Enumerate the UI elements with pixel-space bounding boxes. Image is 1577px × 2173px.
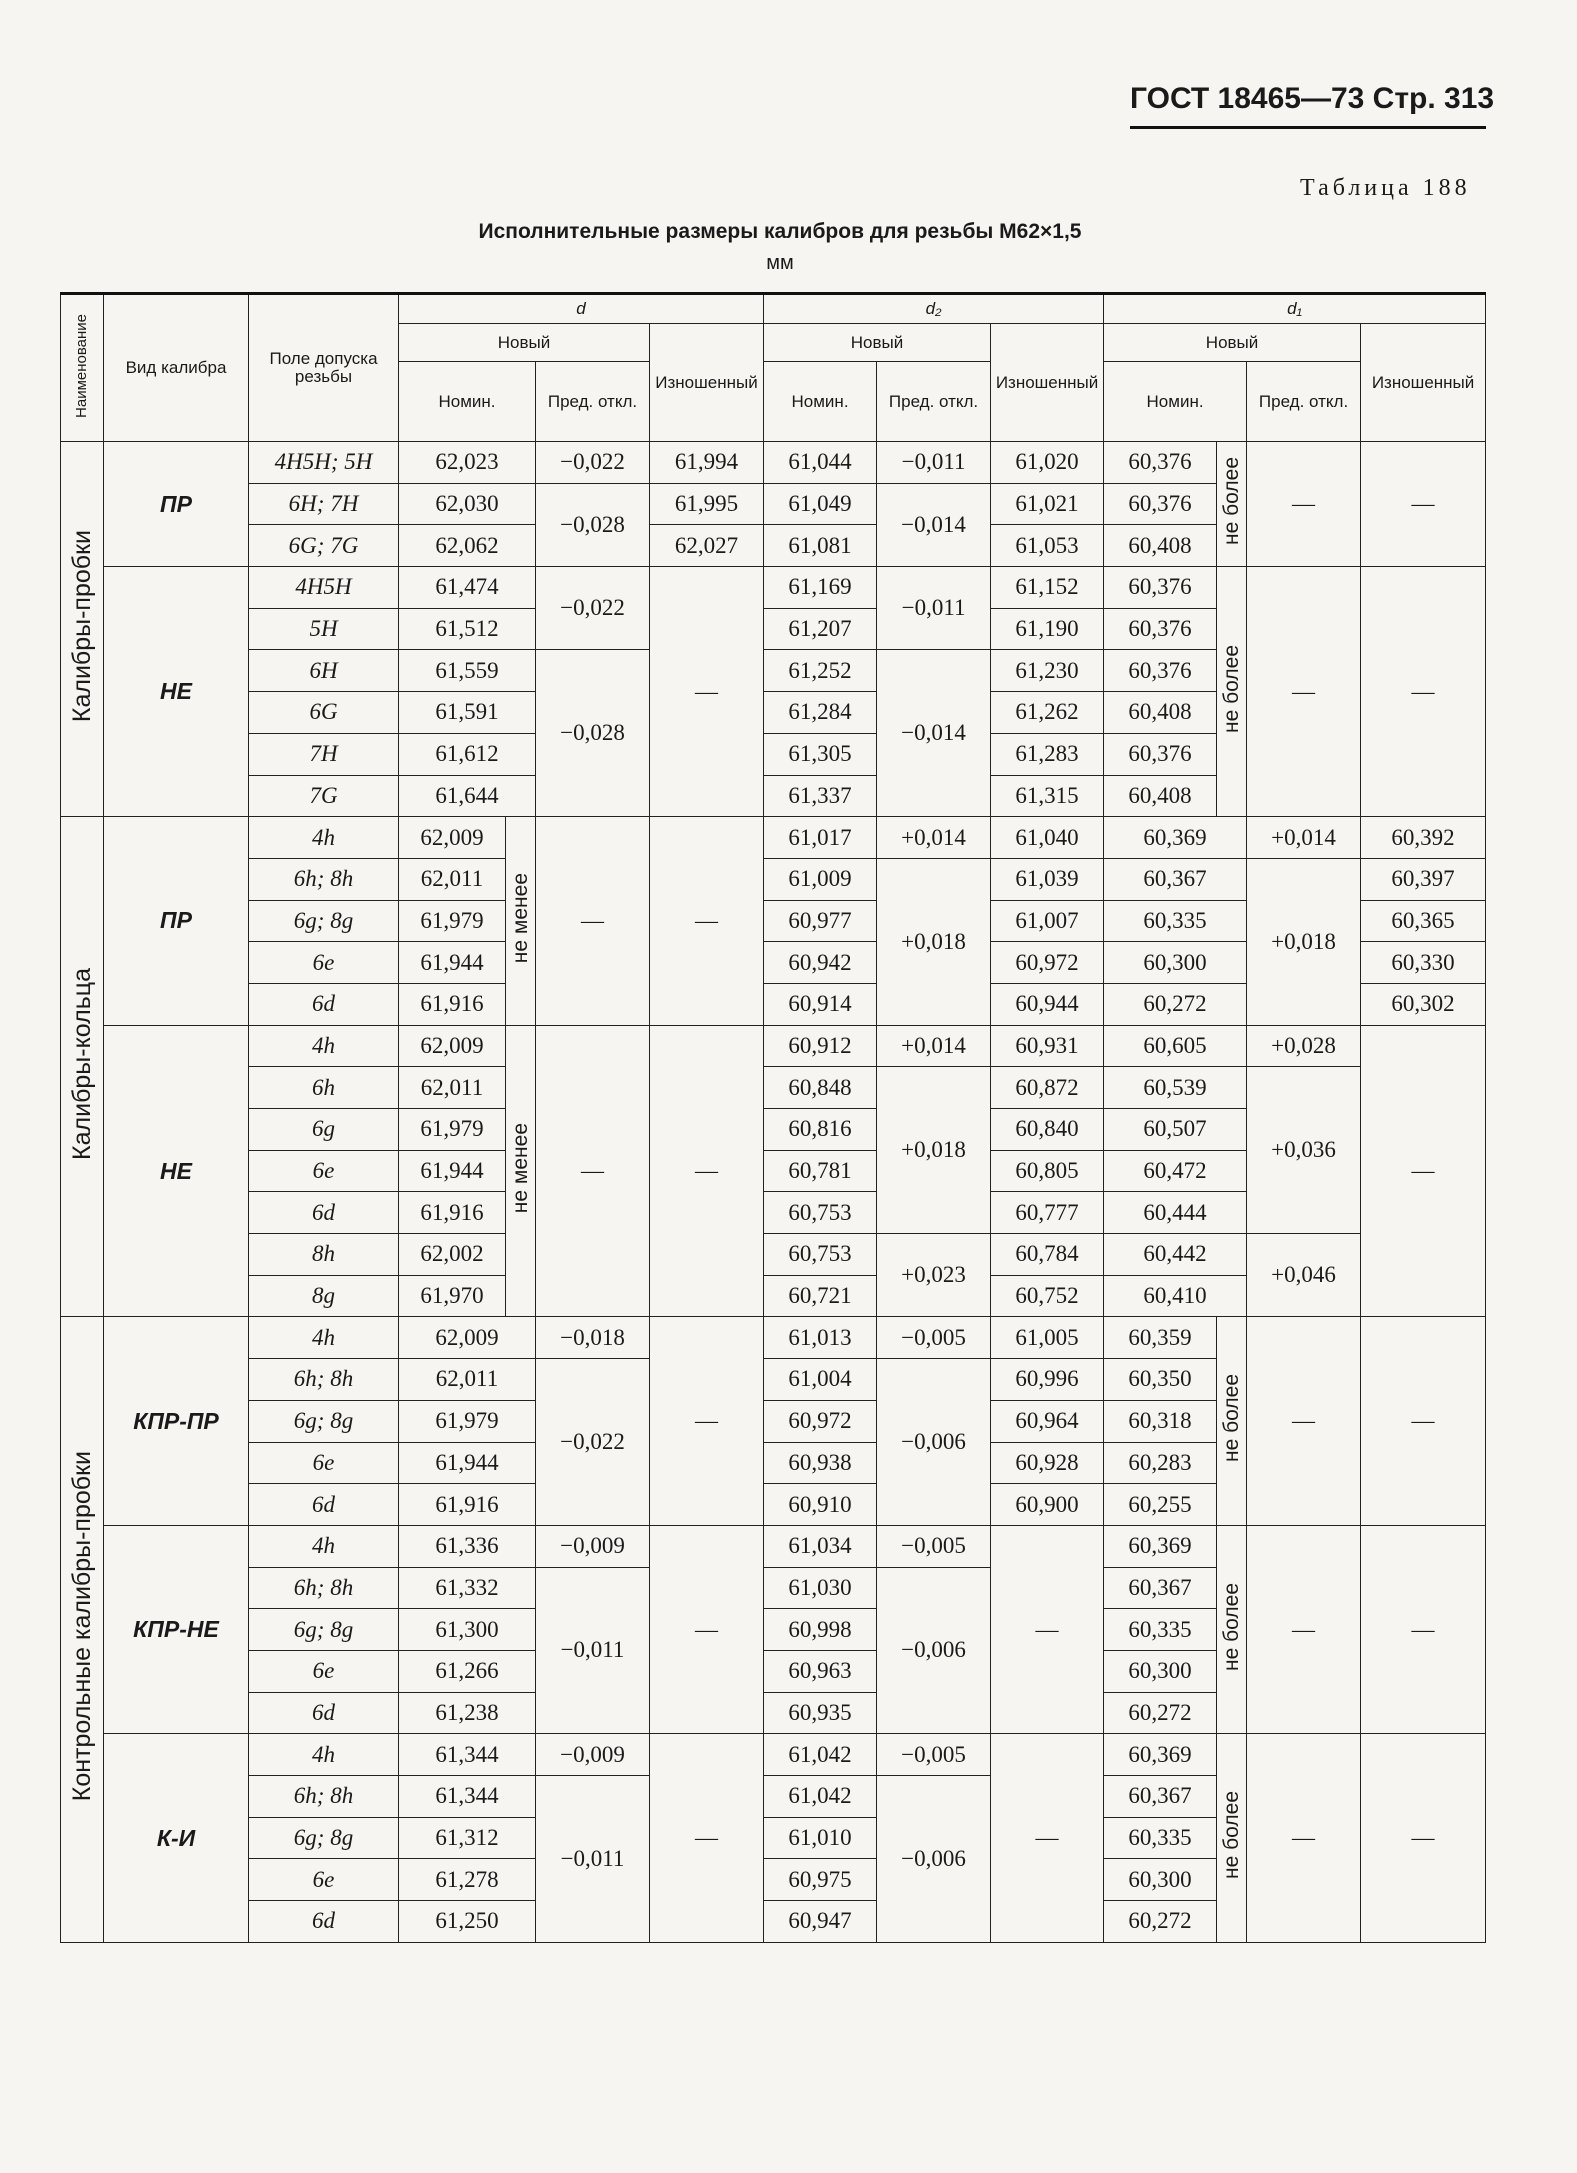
d-nominal: 61,916 [399, 1484, 536, 1526]
d-deviation: −0,028 [536, 650, 650, 817]
d1-worn: — [1361, 567, 1486, 817]
d2-worn: 60,964 [991, 1400, 1104, 1442]
d1-nominal: 60,376 [1104, 483, 1217, 525]
d2-deviation: −0,005 [877, 1525, 991, 1567]
d-nominal: 61,944 [399, 1442, 536, 1484]
d1-nominal: 60,408 [1104, 525, 1217, 567]
d2-nominal: 61,030 [764, 1567, 877, 1609]
tolerance-field: 6g [249, 1109, 399, 1151]
d1-nominal: 60,408 [1104, 775, 1217, 817]
d2-nominal: 60,721 [764, 1275, 877, 1317]
col-d2: d₂ [764, 294, 1104, 324]
d-nominal: 61,916 [399, 983, 506, 1025]
d-nominal: 62,062 [399, 525, 536, 567]
group-name: Контрольные калибры-пробки [61, 1317, 104, 1942]
d1-deviation: — [1247, 1734, 1361, 1942]
d1-nominal: 60,367 [1104, 1567, 1217, 1609]
d2-nominal: 60,935 [764, 1692, 877, 1734]
d1-nominal: 60,350 [1104, 1359, 1217, 1401]
d2-nominal: 60,816 [764, 1109, 877, 1151]
d2-worn: 61,190 [991, 608, 1104, 650]
tolerance-field: 4h [249, 1025, 399, 1067]
d1-nominal: 60,442 [1104, 1234, 1247, 1276]
d2-worn: 60,805 [991, 1150, 1104, 1192]
calibre-kind: ПР [104, 817, 249, 1025]
d1-nominal: 60,369 [1104, 1734, 1217, 1776]
d-worn: — [650, 817, 764, 1025]
d1-worn: 60,330 [1361, 942, 1486, 984]
calibre-kind: К-И [104, 1734, 249, 1942]
d-nominal: 62,002 [399, 1234, 506, 1276]
d1-nominal: 60,335 [1104, 900, 1247, 942]
col-d-nom: Номин. [399, 362, 536, 442]
d-nominal: 61,278 [399, 1859, 536, 1901]
d2-worn: 61,053 [991, 525, 1104, 567]
d2-worn: 60,996 [991, 1359, 1104, 1401]
tolerance-field: 6g; 8g [249, 900, 399, 942]
not-more-note: не более [1217, 442, 1247, 567]
d1-worn: — [1361, 1734, 1486, 1942]
d2-deviation: −0,011 [877, 442, 991, 484]
d2-deviation: +0,014 [877, 817, 991, 859]
table-row [61, 1025, 1486, 1067]
d-nominal: 62,011 [399, 1067, 506, 1109]
d2-nominal: 61,004 [764, 1359, 877, 1401]
d-nominal: 61,238 [399, 1692, 536, 1734]
d-nominal: 61,336 [399, 1525, 536, 1567]
tolerance-field: 4h [249, 817, 399, 859]
d1-nominal: 60,369 [1104, 817, 1247, 859]
d2-deviation: +0,023 [877, 1234, 991, 1317]
header-rule [1130, 126, 1486, 129]
d2-nominal: 60,848 [764, 1067, 877, 1109]
d2-nominal: 60,753 [764, 1192, 877, 1234]
col-d1-izn: Изношенный [1361, 324, 1486, 442]
d-nominal: 61,300 [399, 1609, 536, 1651]
d2-nominal: 61,081 [764, 525, 877, 567]
d2-worn: 61,020 [991, 442, 1104, 484]
d1-deviation: +0,036 [1247, 1067, 1361, 1234]
d2-nominal: 61,010 [764, 1817, 877, 1859]
d1-nominal: 60,300 [1104, 942, 1247, 984]
tolerance-field: 4h [249, 1525, 399, 1567]
d2-nominal: 61,009 [764, 858, 877, 900]
d-worn: — [650, 1734, 764, 1942]
d1-nominal: 60,335 [1104, 1817, 1217, 1859]
col-d1: d₁ [1104, 294, 1486, 324]
d2-deviation: −0,005 [877, 1734, 991, 1776]
col-d-izn: Изношенный [650, 324, 764, 442]
d1-nominal: 60,376 [1104, 650, 1217, 692]
d1-deviation: — [1247, 442, 1361, 567]
d1-nominal: 60,507 [1104, 1109, 1247, 1151]
d1-worn: — [1361, 1317, 1486, 1525]
d1-nominal: 60,376 [1104, 442, 1217, 484]
tolerance-field: 6h; 8h [249, 858, 399, 900]
d1-deviation: — [1247, 1317, 1361, 1525]
d1-nominal: 60,376 [1104, 733, 1217, 775]
tolerance-field: 8g [249, 1275, 399, 1317]
d-deviation: — [536, 817, 650, 1025]
not-less-note: не менее [506, 817, 536, 1025]
d2-worn: 60,840 [991, 1109, 1104, 1151]
d1-worn: 60,392 [1361, 817, 1486, 859]
d2-worn: 61,040 [991, 817, 1104, 859]
d2-nominal: 60,753 [764, 1234, 877, 1276]
d1-nominal: 60,539 [1104, 1067, 1247, 1109]
d1-nominal: 60,335 [1104, 1609, 1217, 1651]
d-nominal: 61,559 [399, 650, 536, 692]
d2-nominal: 61,044 [764, 442, 877, 484]
table-title: Исполнительные размеры калибров для резьбы M62×1,5 [478, 220, 1082, 243]
d-deviation: −0,022 [536, 442, 650, 484]
group-name: Калибры-пробки [61, 442, 104, 817]
d-nominal: 62,009 [399, 1317, 536, 1359]
d2-worn: 60,784 [991, 1234, 1104, 1276]
d-nominal: 61,970 [399, 1275, 506, 1317]
d1-nominal: 60,272 [1104, 983, 1247, 1025]
not-more-note: не более [1217, 1734, 1247, 1942]
d2-nominal: 61,284 [764, 692, 877, 734]
d1-deviation: +0,014 [1247, 817, 1361, 859]
tolerance-field: 4h [249, 1317, 399, 1359]
d-nominal: 61,266 [399, 1650, 536, 1692]
d-nominal: 62,009 [399, 1025, 506, 1067]
d2-worn: 61,007 [991, 900, 1104, 942]
table-row [61, 1234, 1486, 1276]
d2-deviation: +0,018 [877, 858, 991, 1025]
d2-nominal: 60,938 [764, 1442, 877, 1484]
tolerance-field: 6e [249, 1442, 399, 1484]
d2-worn: 60,972 [991, 942, 1104, 984]
col-d2-izn: Изношенный [991, 324, 1104, 442]
tolerance-field: 6e [249, 1150, 399, 1192]
d2-worn: 60,944 [991, 983, 1104, 1025]
calibre-kind: НЕ [104, 567, 249, 817]
tolerance-field: 6d [249, 1901, 399, 1943]
d2-worn: — [991, 1525, 1104, 1733]
tolerance-field: 6g; 8g [249, 1400, 399, 1442]
d1-worn: — [1361, 1525, 1486, 1733]
d1-nominal: 60,272 [1104, 1692, 1217, 1734]
d2-worn: 61,152 [991, 567, 1104, 609]
d2-deviation: −0,014 [877, 650, 991, 817]
d1-nominal: 60,367 [1104, 858, 1247, 900]
d1-nominal: 60,283 [1104, 1442, 1217, 1484]
tolerance-field: 7H [249, 733, 399, 775]
d2-nominal: 61,207 [764, 608, 877, 650]
d2-worn: 60,928 [991, 1442, 1104, 1484]
d2-worn: 60,777 [991, 1192, 1104, 1234]
col-vid: Вид калибра [104, 294, 249, 442]
d2-deviation: +0,014 [877, 1025, 991, 1067]
tolerance-field: 6H [249, 650, 399, 692]
d1-worn: 60,365 [1361, 900, 1486, 942]
col-d1-pred: Пред. откл. [1247, 362, 1361, 442]
d-nominal: 61,612 [399, 733, 536, 775]
d2-worn: 60,872 [991, 1067, 1104, 1109]
d2-nominal: 60,910 [764, 1484, 877, 1526]
not-more-note: не более [1217, 1317, 1247, 1525]
d-worn: — [650, 1525, 764, 1733]
d-deviation: −0,011 [536, 1567, 650, 1734]
col-naim: Наименование [61, 294, 104, 442]
tolerance-field: 6h; 8h [249, 1359, 399, 1401]
d1-deviation: +0,018 [1247, 858, 1361, 1025]
d-nominal: 61,344 [399, 1776, 536, 1818]
d-worn: 61,994 [650, 442, 764, 484]
d1-nominal: 60,300 [1104, 1859, 1217, 1901]
d1-deviation: +0,028 [1247, 1025, 1361, 1067]
d-worn: — [650, 567, 764, 817]
not-more-note: не более [1217, 567, 1247, 817]
d-deviation: −0,018 [536, 1317, 650, 1359]
d-nominal: 61,979 [399, 900, 506, 942]
tolerance-field: 7G [249, 775, 399, 817]
d2-deviation: −0,006 [877, 1567, 991, 1734]
d1-nominal: 60,255 [1104, 1484, 1217, 1526]
tolerance-field: 6h; 8h [249, 1776, 399, 1818]
d2-worn: — [991, 1734, 1104, 1942]
tolerance-field: 6d [249, 1192, 399, 1234]
table-row [61, 442, 1486, 484]
tolerance-field: 4H5H; 5H [249, 442, 399, 484]
d2-nominal: 60,977 [764, 900, 877, 942]
group-name: Калибры-кольца [61, 817, 104, 1317]
table-row [61, 1317, 1486, 1359]
calibre-kind: НЕ [104, 1025, 249, 1317]
d2-deviation: −0,005 [877, 1317, 991, 1359]
d1-deviation: — [1247, 567, 1361, 817]
d1-worn: — [1361, 1025, 1486, 1317]
d-nominal: 61,344 [399, 1734, 536, 1776]
d-nominal: 62,023 [399, 442, 536, 484]
page-header: ГОСТ 18465—73 Стр. 313 [1130, 82, 1495, 115]
d1-nominal: 60,408 [1104, 692, 1217, 734]
d2-worn: 61,262 [991, 692, 1104, 734]
d-nominal: 61,474 [399, 567, 536, 609]
col-d1-new: Новый [1104, 324, 1361, 362]
d2-nominal: 61,042 [764, 1776, 877, 1818]
d2-nominal: 60,781 [764, 1150, 877, 1192]
tolerance-field: 6e [249, 942, 399, 984]
d-nominal: 61,944 [399, 942, 506, 984]
d-nominal: 61,312 [399, 1817, 536, 1859]
d2-deviation: −0,006 [877, 1359, 991, 1526]
d2-worn: 61,283 [991, 733, 1104, 775]
d-worn: — [650, 1025, 764, 1317]
tolerance-field: 4h [249, 1734, 399, 1776]
d1-nominal: 60,272 [1104, 1901, 1217, 1943]
tolerance-field: 5H [249, 608, 399, 650]
d1-nominal: 60,359 [1104, 1317, 1217, 1359]
not-more-note: не более [1217, 1525, 1247, 1733]
d2-nominal: 61,252 [764, 650, 877, 692]
d1-nominal: 60,318 [1104, 1400, 1217, 1442]
d-nominal: 62,011 [399, 858, 506, 900]
d-nominal: 61,332 [399, 1567, 536, 1609]
tolerance-field: 6H; 7H [249, 483, 399, 525]
tolerance-field: 6h [249, 1067, 399, 1109]
col-d: d [399, 294, 764, 324]
d-deviation: −0,009 [536, 1525, 650, 1567]
d2-worn: 61,005 [991, 1317, 1104, 1359]
d2-nominal: 60,914 [764, 983, 877, 1025]
d2-nominal: 60,947 [764, 1901, 877, 1943]
d1-nominal: 60,367 [1104, 1776, 1217, 1818]
calibre-table [60, 292, 1486, 1943]
tolerance-field: 6d [249, 1692, 399, 1734]
d1-nominal: 60,605 [1104, 1025, 1247, 1067]
d-nominal: 61,944 [399, 1150, 506, 1192]
d-nominal: 61,979 [399, 1109, 506, 1151]
tolerance-field: 6g; 8g [249, 1609, 399, 1651]
table-row [61, 1734, 1486, 1776]
d2-worn: 61,039 [991, 858, 1104, 900]
d-nominal: 61,512 [399, 608, 536, 650]
d2-nominal: 60,912 [764, 1025, 877, 1067]
d-deviation: −0,022 [536, 567, 650, 650]
d2-nominal: 60,998 [764, 1609, 877, 1651]
tolerance-field: 6g; 8g [249, 1817, 399, 1859]
calibre-kind: КПР-НЕ [104, 1525, 249, 1733]
d2-deviation: −0,011 [877, 567, 991, 650]
d2-deviation: −0,006 [877, 1776, 991, 1943]
tolerance-field: 6h; 8h [249, 1567, 399, 1609]
calibre-kind: ПР [104, 442, 249, 567]
d1-nominal: 60,376 [1104, 608, 1217, 650]
d2-worn: 61,315 [991, 775, 1104, 817]
tolerance-field: 6d [249, 983, 399, 1025]
tolerance-field: 6e [249, 1650, 399, 1692]
d1-nominal: 60,376 [1104, 567, 1217, 609]
d2-nominal: 61,042 [764, 1734, 877, 1776]
d-deviation: −0,028 [536, 483, 650, 566]
d2-nominal: 60,972 [764, 1400, 877, 1442]
d2-nominal: 61,305 [764, 733, 877, 775]
d2-nominal: 61,337 [764, 775, 877, 817]
d1-nominal: 60,410 [1104, 1275, 1247, 1317]
tolerance-field: 6d [249, 1484, 399, 1526]
col-d2-nom: Номин. [764, 362, 877, 442]
tolerance-field: 6e [249, 1859, 399, 1901]
d1-deviation: +0,046 [1247, 1234, 1361, 1317]
col-d-pred: Пред. откл. [536, 362, 650, 442]
d-nominal: 61,979 [399, 1400, 536, 1442]
d1-deviation: — [1247, 1525, 1361, 1733]
tolerance-field: 4H5H [249, 567, 399, 609]
d2-worn: 60,900 [991, 1484, 1104, 1526]
tolerance-field: 6G [249, 692, 399, 734]
d-nominal: 61,591 [399, 692, 536, 734]
d-nominal: 61,250 [399, 1901, 536, 1943]
not-less-note: не менее [506, 1025, 536, 1317]
d2-worn: 61,230 [991, 650, 1104, 692]
table-body [61, 442, 1486, 1943]
col-d-new: Новый [399, 324, 650, 362]
d1-nominal: 60,300 [1104, 1650, 1217, 1692]
d-deviation: −0,011 [536, 1776, 650, 1943]
table-row [61, 1525, 1486, 1567]
d2-worn: 60,752 [991, 1275, 1104, 1317]
d2-worn: 61,021 [991, 483, 1104, 525]
d-worn: 61,995 [650, 483, 764, 525]
tolerance-field: 8h [249, 1234, 399, 1276]
d1-nominal: 60,369 [1104, 1525, 1217, 1567]
d-worn: — [650, 1317, 764, 1525]
table-row [61, 817, 1486, 859]
d2-nominal: 61,034 [764, 1525, 877, 1567]
table-number: Таблица 188 [1300, 175, 1471, 201]
d2-nominal: 60,975 [764, 1859, 877, 1901]
tolerance-field: 6G; 7G [249, 525, 399, 567]
d-deviation: — [536, 1025, 650, 1317]
d-deviation: −0,022 [536, 1359, 650, 1526]
calibre-kind: КПР-ПР [104, 1317, 249, 1525]
d-nominal: 62,009 [399, 817, 506, 859]
d2-nominal: 61,049 [764, 483, 877, 525]
d2-worn: 60,931 [991, 1025, 1104, 1067]
d1-nominal: 60,444 [1104, 1192, 1247, 1234]
col-pole: Поле допуска резьбы [249, 294, 399, 442]
table-row [61, 567, 1486, 609]
d-nominal: 62,030 [399, 483, 536, 525]
d2-nominal: 60,963 [764, 1650, 877, 1692]
col-d2-pred: Пред. откл. [877, 362, 991, 442]
table-row [61, 858, 1486, 900]
d2-nominal: 61,013 [764, 1317, 877, 1359]
d1-worn: 60,302 [1361, 983, 1486, 1025]
d1-nominal: 60,472 [1104, 1150, 1247, 1192]
d-nominal: 61,644 [399, 775, 536, 817]
d1-worn: — [1361, 442, 1486, 567]
d2-nominal: 60,942 [764, 942, 877, 984]
d-worn: 62,027 [650, 525, 764, 567]
d2-deviation: +0,018 [877, 1067, 991, 1234]
table-row [61, 1067, 1486, 1109]
d2-deviation: −0,014 [877, 483, 991, 566]
d-nominal: 62,011 [399, 1359, 536, 1401]
d1-worn: 60,397 [1361, 858, 1486, 900]
col-d2-new: Новый [764, 324, 991, 362]
d-nominal: 61,916 [399, 1192, 506, 1234]
d2-nominal: 61,017 [764, 817, 877, 859]
col-d1-nom: Номин. [1104, 362, 1247, 442]
d-deviation: −0,009 [536, 1734, 650, 1776]
table-units: мм [766, 252, 794, 274]
d2-nominal: 61,169 [764, 567, 877, 609]
